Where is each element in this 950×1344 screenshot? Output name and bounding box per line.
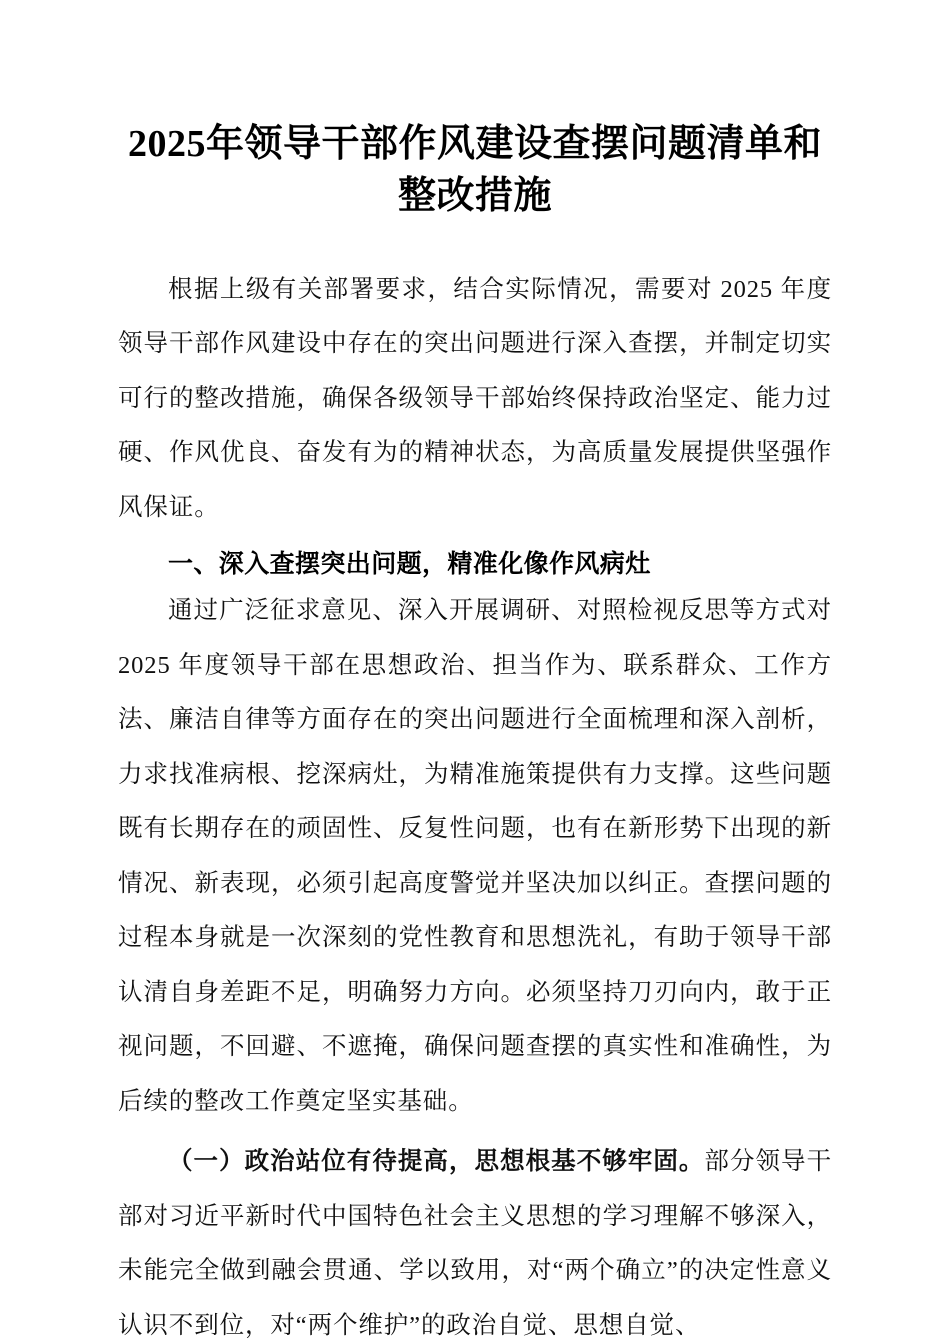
subsection-1-lead: （一）政治站位有待提高，思想根基不够牢固。	[168, 1148, 705, 1176]
document-body	[118, 0, 832, 1344]
page-title: 2025年领导干部作风建设查摆问题清单和整改措施	[127, 123, 822, 218]
subsection-1-paragraph	[118, 1135, 832, 1344]
subsection-1-body: 部分领导干部对习近平新时代中国特色社会主义思想的学习理解不够深入，未能完全做到融会贯通、学以致用，对“两个确立”的决定性意义认识不到位，对“两个维护”的政治自觉、思想自觉、	[118, 1148, 832, 1339]
section-1-body-paragraph: 通过广泛征求意见、深入开展调研、对照检视反思等方式对 2025 年度领导干部在思想政治、担当作为、联系群众、工作方法、廉洁自律等方面存在的突出问题进行全面梳理和深入剖析，力求找准病根、挖深病灶，为精准施策提供有力支撑。这些问题既有长期存在的顽固性、反复性问题，也有在新形势下出现的新情况、新表现，必须引起高度警觉并坚决加以纠正。查摆问题的过程本身就是一次深刻的党性教育和思想洗礼，有助于领导干部认清自身差距不足，明确努力方向。必须坚持刀刃向内，敢于正视问题，不回避、不遮掩，确保问题查摆的真实性和准确性，为后续的整改工作奠定坚实基础。	[118, 597, 832, 1115]
preamble-paragraph: 根据上级有关部署要求，结合实际情况，需要对 2025 年度领导干部作风建设中存在的突出问题进行深入查摆，并制定切实可行的整改措施，确保各级领导干部始终保持政治坚定、能力过硬、作风优良、奋发有为的精神状态，为高质量发展提供坚强作风保证。	[118, 275, 832, 521]
section-heading-1: 一、深入查摆突出问题，精准化像作风病灶	[168, 550, 651, 579]
heading-spacer	[118, 535, 832, 545]
